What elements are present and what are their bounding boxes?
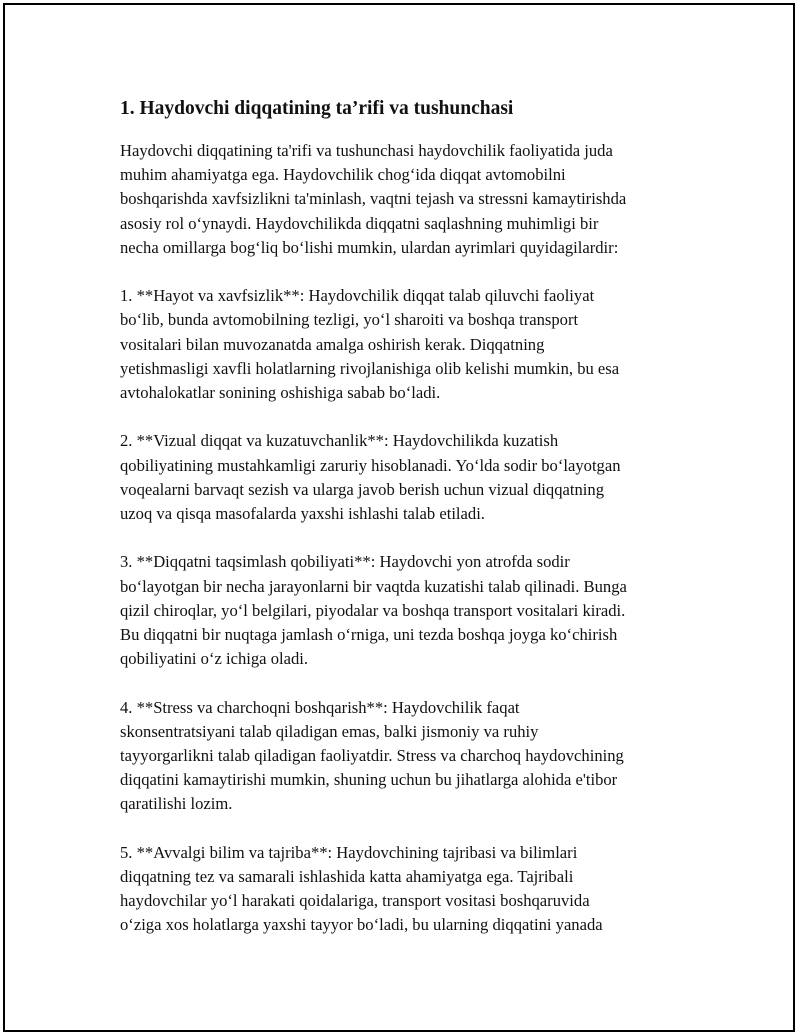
section-heading: 1. Haydovchi diqqatining ta’rifi va tushunchasi	[120, 98, 514, 119]
text-line: avtohalokatlar sonining oshishiga sabab bo‘ladi.	[120, 383, 441, 403]
text-line: bo‘lib, bunda avtomobilning tezligi, yo‘l sharoiti va boshqa transport	[120, 310, 579, 330]
text-line: qobiliyatining mustahkamligi zaruriy hisoblanadi. Yo‘lda sodir bo‘layotgan	[120, 455, 621, 475]
list-item-paragraph	[120, 841, 700, 938]
document-body	[120, 93, 700, 962]
list-item-paragraph	[120, 696, 700, 817]
text-line: necha omillarga bog‘liq bo‘lishi mumkin, ulardan ayrimlari quyidagilardir:	[120, 237, 619, 257]
text-line: uzoq va qisqa masofalarda yaxshi ishlashi talab etiladi.	[120, 504, 485, 524]
text-line: muhim ahamiyatga ega. Haydovchilik chog‘ida diqqat avtomobilni	[120, 165, 566, 185]
text-line: diqqatning tez va samarali ishlashida katta ahamiyatga ega. Tajribali	[120, 867, 574, 887]
text-line: asosiy rol o‘ynaydi. Haydovchilikda diqqatni saqlashning muhimligi bir	[120, 213, 599, 233]
text-line: voqealarni barvaqt sezish va ularga javob berish uchun vizual diqqatning	[120, 479, 604, 499]
text-line: Bu diqqatni bir nuqtaga jamlash o‘rniga, uni tezda boshqa joyga ko‘chirish	[120, 625, 618, 645]
text-line: yetishmasligi xavfli holatlarning rivojlanishiga olib kelishi mumkin, bu esa	[120, 358, 620, 378]
text-line: skonsentratsiyani talab qiladigan emas, balki jismoniy va ruhiy	[120, 721, 539, 741]
text-line: 5. **Avvalgi bilim va tajriba**: Haydovchining tajribasi va bilimlari	[120, 842, 578, 862]
text-line: boshqarishda xavfsizlikni ta'minlash, vaqtni tejash va stressni kamaytirishda	[120, 189, 627, 209]
text-line: diqqatini kamaytirishi mumkin, shuning uchun bu jihatlarga alohida e'tibor	[120, 770, 618, 790]
text-line: qobiliyatini o‘z ichiga oladi.	[120, 649, 309, 669]
text-line: 1. **Hayot va xavfsizlik**: Haydovchilik diqqat talab qiluvchi faoliyat	[120, 286, 595, 306]
page-frame	[3, 3, 795, 1032]
list-item-paragraph	[120, 284, 700, 405]
text-line: qaratilishi lozim.	[120, 794, 233, 814]
text-line: 2. **Vizual diqqat va kuzatuvchanlik**: Haydovchilikda kuzatish	[120, 431, 559, 451]
text-line: qizil chiroqlar, yo‘l belgilari, piyodalar va boshqa transport vositalari kiradi.	[120, 600, 626, 620]
text-line: o‘ziga xos holatlarga yaxshi tayyor bo‘ladi, bu ularning diqqatini yanada	[120, 915, 603, 935]
text-line: 3. **Diqqatni taqsimlash qobiliyati**: Haydovchi yon atrofda sodir	[120, 552, 570, 572]
intro-paragraph	[120, 139, 700, 260]
text-line: tayyorgarlikni talab qiladigan faoliyatdir. Stress va charchoq haydovchining	[120, 746, 624, 766]
list-item-paragraph	[120, 429, 700, 526]
text-line: haydovchilar yo‘l harakati qoidalariga, transport vositasi boshqaruvida	[120, 891, 590, 911]
text-line: 4. **Stress va charchoqni boshqarish**: Haydovchilik faqat	[120, 697, 520, 717]
list-item-paragraph	[120, 550, 700, 671]
text-line: vositalari bilan muvozanatda amalga oshirish kerak. Diqqatning	[120, 334, 545, 354]
text-line: bo‘layotgan bir necha jarayonlarni bir vaqtda kuzatishi talab qilinadi. Bunga	[120, 576, 627, 596]
text-line: Haydovchi diqqatining ta'rifi va tushunchasi haydovchilik faoliyatida juda	[120, 141, 613, 160]
